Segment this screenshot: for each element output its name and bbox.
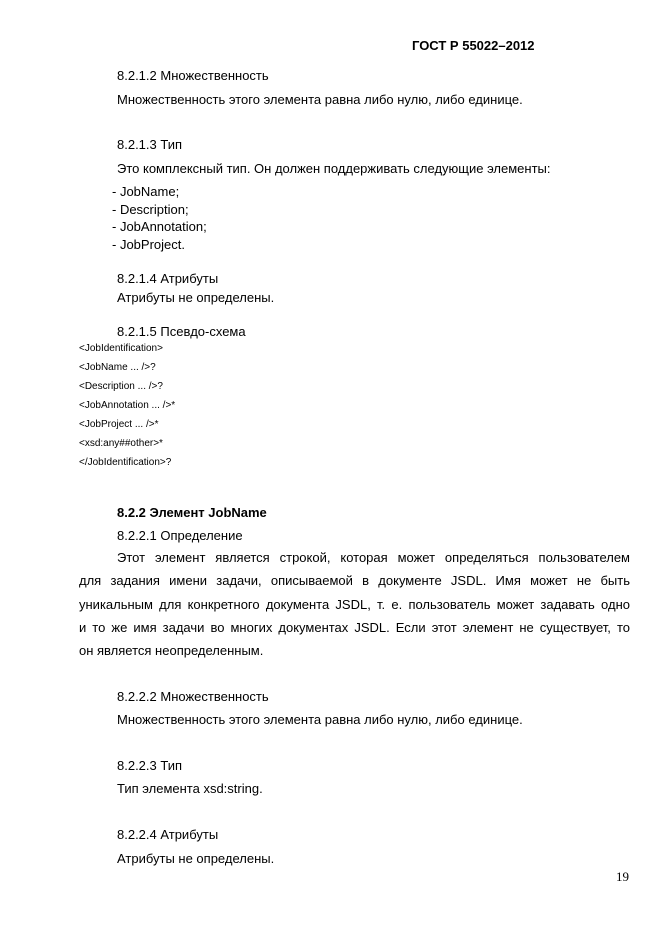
list-item: - Description; bbox=[112, 202, 189, 217]
code-line: <Description ... />? bbox=[79, 381, 163, 392]
paragraph: Множественность этого элемента равна либо нулю, либо единице. bbox=[117, 712, 523, 727]
list-item: - JobProject. bbox=[112, 237, 185, 252]
section-heading: 8.2.1.4 Атрибуты bbox=[117, 271, 219, 286]
paragraph: Атрибуты не определены. bbox=[117, 290, 275, 305]
page-number: 19 bbox=[616, 869, 629, 884]
section-heading: 8.2.2.4 Атрибуты bbox=[117, 827, 219, 842]
paragraph-line: для задания имени задачи, описываемой в документе JSDL. Имя может не быть bbox=[79, 573, 630, 588]
list-item: - JobName; bbox=[112, 184, 180, 199]
section-heading: 8.2.1.2 Множественность bbox=[117, 68, 269, 83]
document-header: ГОСТ Р 55022–2012 bbox=[412, 38, 535, 53]
section-heading: 8.2.2.3 Тип bbox=[117, 758, 183, 773]
paragraph: Это комплексный тип. Он должен поддерживать следующие элементы: bbox=[117, 161, 551, 176]
section-title: 8.2.2 Элемент JobName bbox=[117, 505, 267, 520]
section-heading: 8.2.2.1 Определение bbox=[117, 528, 243, 543]
code-line: </JobIdentification>? bbox=[79, 457, 172, 468]
paragraph-line: уникальным для конкретного документа JSDL, т. е. пользователь может задавать одно bbox=[79, 597, 630, 612]
list-item: - JobAnnotation; bbox=[112, 219, 207, 234]
paragraph: Тип элемента xsd:string. bbox=[117, 781, 263, 796]
paragraph-line: Этот элемент является строкой, которая может определяться пользователем bbox=[117, 550, 630, 565]
code-line: <JobName ... />? bbox=[79, 362, 156, 373]
section-heading: 8.2.1.3 Тип bbox=[117, 137, 183, 152]
code-line: <JobIdentification> bbox=[79, 343, 163, 354]
paragraph: Атрибуты не определены. bbox=[117, 851, 275, 866]
section-heading: 8.2.1.5 Псевдо-схема bbox=[117, 324, 246, 339]
code-line: <xsd:any##other>* bbox=[79, 438, 163, 449]
code-line: <JobAnnotation ... />* bbox=[79, 400, 176, 411]
paragraph-line: он является неопределенным. bbox=[79, 643, 264, 658]
paragraph-line: и то же имя задачи во многих документах JSDL. Если этот элемент не существует, то bbox=[79, 620, 630, 635]
code-line: <JobProject ... />* bbox=[79, 419, 159, 430]
section-heading: 8.2.2.2 Множественность bbox=[117, 689, 269, 704]
paragraph: Множественность этого элемента равна либо нулю, либо единице. bbox=[117, 92, 523, 107]
